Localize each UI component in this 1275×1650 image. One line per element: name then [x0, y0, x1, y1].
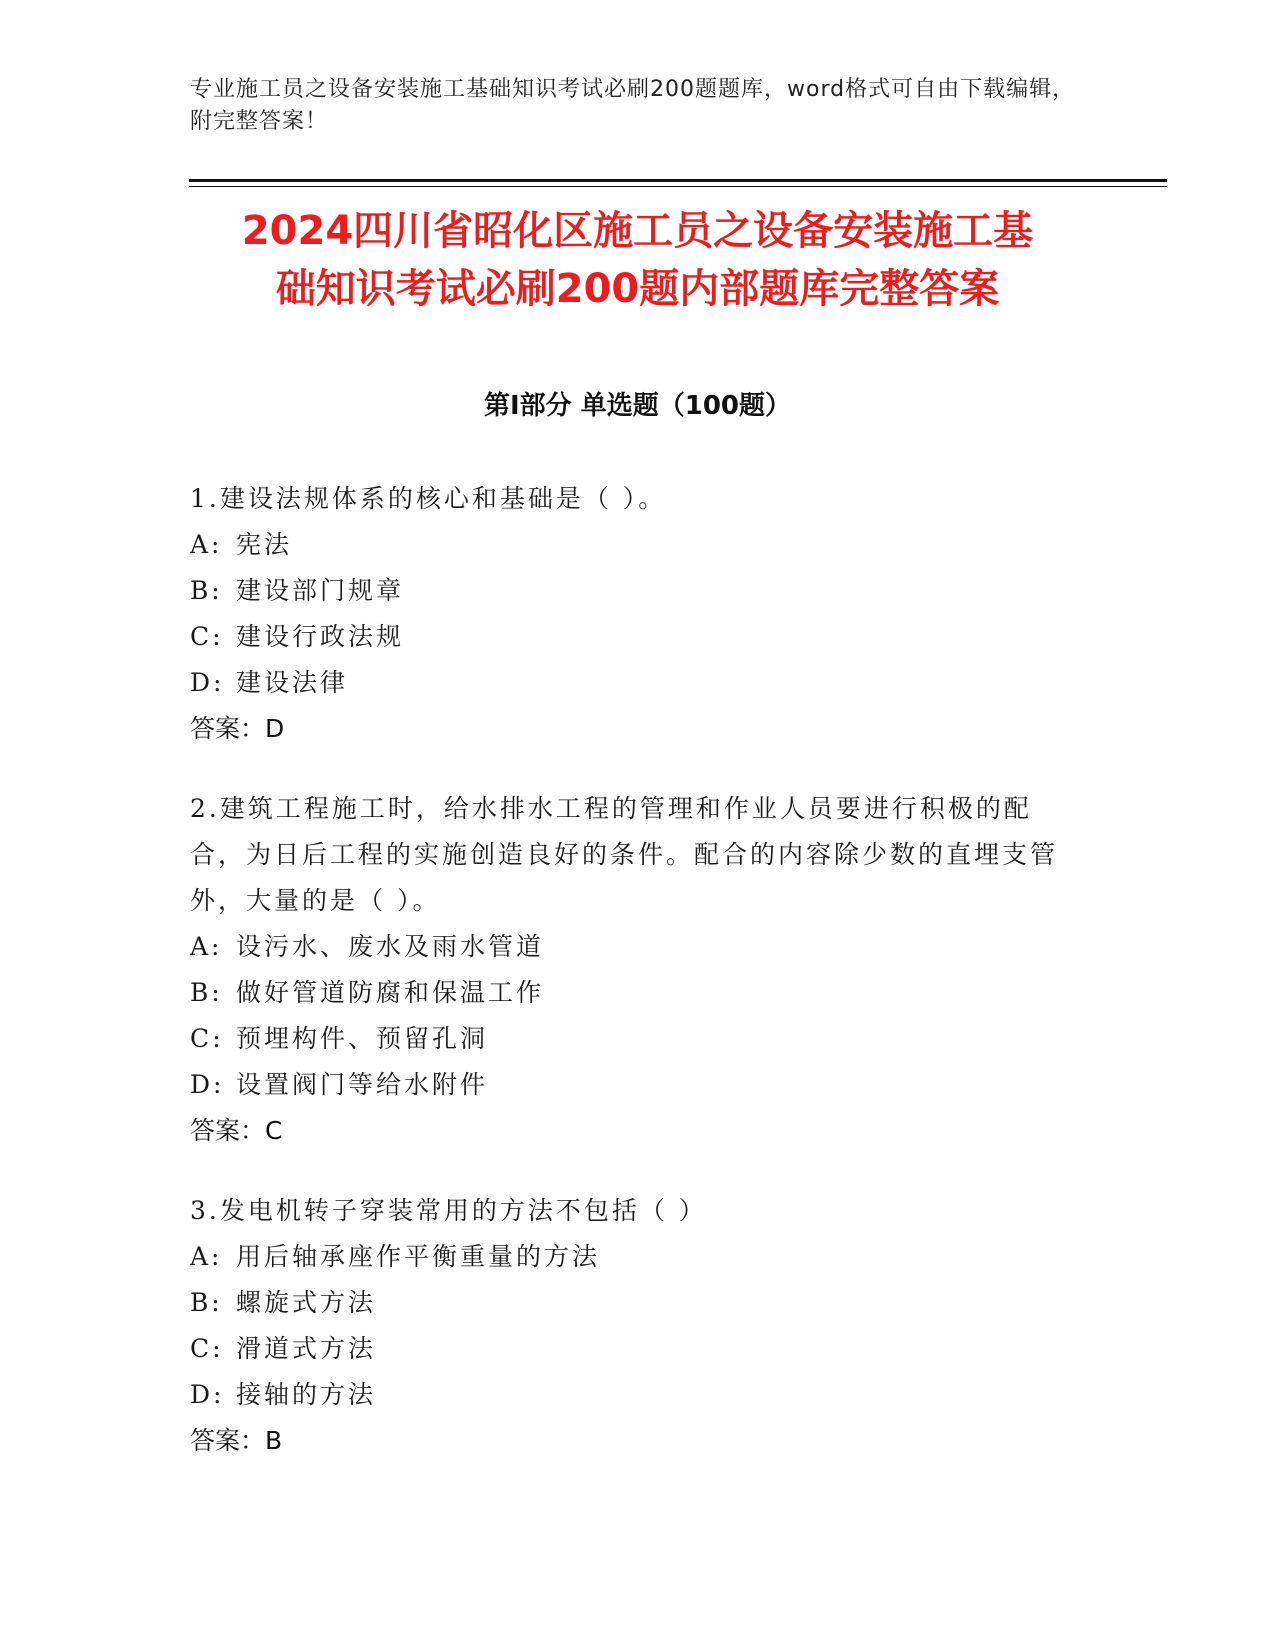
document-title-line-1: 2024四川省昭化区施工员之设备安装施工基 — [241, 208, 1034, 254]
option-text: 用后轴承座作平衡重量的方法 — [236, 1242, 601, 1271]
answer-line — [190, 1108, 1070, 1154]
option-text: 接轴的方法 — [236, 1380, 377, 1409]
option-letter: D: — [190, 1380, 225, 1409]
option-a — [190, 924, 1070, 970]
answer-line — [190, 1418, 1070, 1464]
question-stem: 3.发电机转子穿装常用的方法不包括（ ） — [190, 1196, 707, 1225]
answer-value: B — [265, 1426, 283, 1455]
option-c — [190, 1016, 1070, 1062]
option-d — [190, 1372, 1070, 1418]
option-letter: B: — [190, 576, 223, 605]
option-text: 滑道式方法 — [236, 1334, 377, 1363]
header-divider-thick — [189, 179, 1167, 182]
option-letter: A: — [190, 932, 223, 961]
section-title: 第Ⅰ部分 单选题（100题） — [484, 391, 791, 421]
question-2 — [190, 786, 1070, 1154]
answer-value: D — [265, 714, 285, 743]
question-stem: 1.建设法规体系的核心和基础是（ ）。 — [190, 484, 667, 513]
option-text: 螺旋式方法 — [236, 1288, 377, 1317]
option-letter: C: — [190, 622, 224, 651]
option-b — [190, 970, 1070, 1016]
answer-label: 答案： — [190, 1116, 266, 1145]
option-text: 设污水、废水及雨水管道 — [236, 932, 545, 961]
question-1 — [190, 476, 1070, 752]
answer-label: 答案： — [190, 714, 266, 743]
option-c — [190, 614, 1070, 660]
question-3 — [190, 1188, 1070, 1464]
option-letter: C: — [190, 1024, 224, 1053]
option-letter: A: — [190, 1242, 223, 1271]
option-text: 设置阀门等给水附件 — [236, 1070, 489, 1099]
header-divider-thin — [189, 186, 1167, 187]
option-d — [190, 660, 1070, 706]
answer-value: C — [265, 1116, 283, 1145]
option-a — [190, 522, 1070, 568]
answer-label: 答案： — [190, 1426, 266, 1455]
option-c — [190, 1326, 1070, 1372]
document-title-line-2: 础知识考试必刷200题内部题库完整答案 — [275, 266, 1000, 312]
option-letter: C: — [190, 1334, 224, 1363]
option-letter: D: — [190, 668, 225, 697]
option-text: 建设部门规章 — [236, 576, 405, 605]
document-title — [100, 202, 1175, 318]
option-text: 做好管道防腐和保温工作 — [236, 978, 545, 1007]
answer-line — [190, 706, 1070, 752]
option-d — [190, 1062, 1070, 1108]
option-text: 建设法律 — [236, 668, 349, 697]
option-letter: B: — [190, 1288, 223, 1317]
option-letter: D: — [190, 1070, 225, 1099]
question-list — [190, 476, 1070, 1498]
option-b — [190, 1280, 1070, 1326]
option-text: 建设行政法规 — [236, 622, 405, 651]
option-a — [190, 1234, 1070, 1280]
header-note: 专业施工员之设备安装施工基础知识考试必刷200题题库，word格式可自由下载编辑，附完整答案！ — [190, 77, 1076, 134]
option-letter: B: — [190, 978, 223, 1007]
option-letter: A: — [190, 530, 223, 559]
option-text: 宪法 — [236, 530, 293, 559]
option-b — [190, 568, 1070, 614]
option-text: 预埋构件、预留孔洞 — [236, 1024, 489, 1053]
question-stem: 2.建筑工程施工时，给水排水工程的管理和作业人员要进行积极的配合，为日后工程的实施创造良好的条件。配合的内容除少数的直埋支管外，大量的是（ ）。 — [190, 794, 1059, 915]
